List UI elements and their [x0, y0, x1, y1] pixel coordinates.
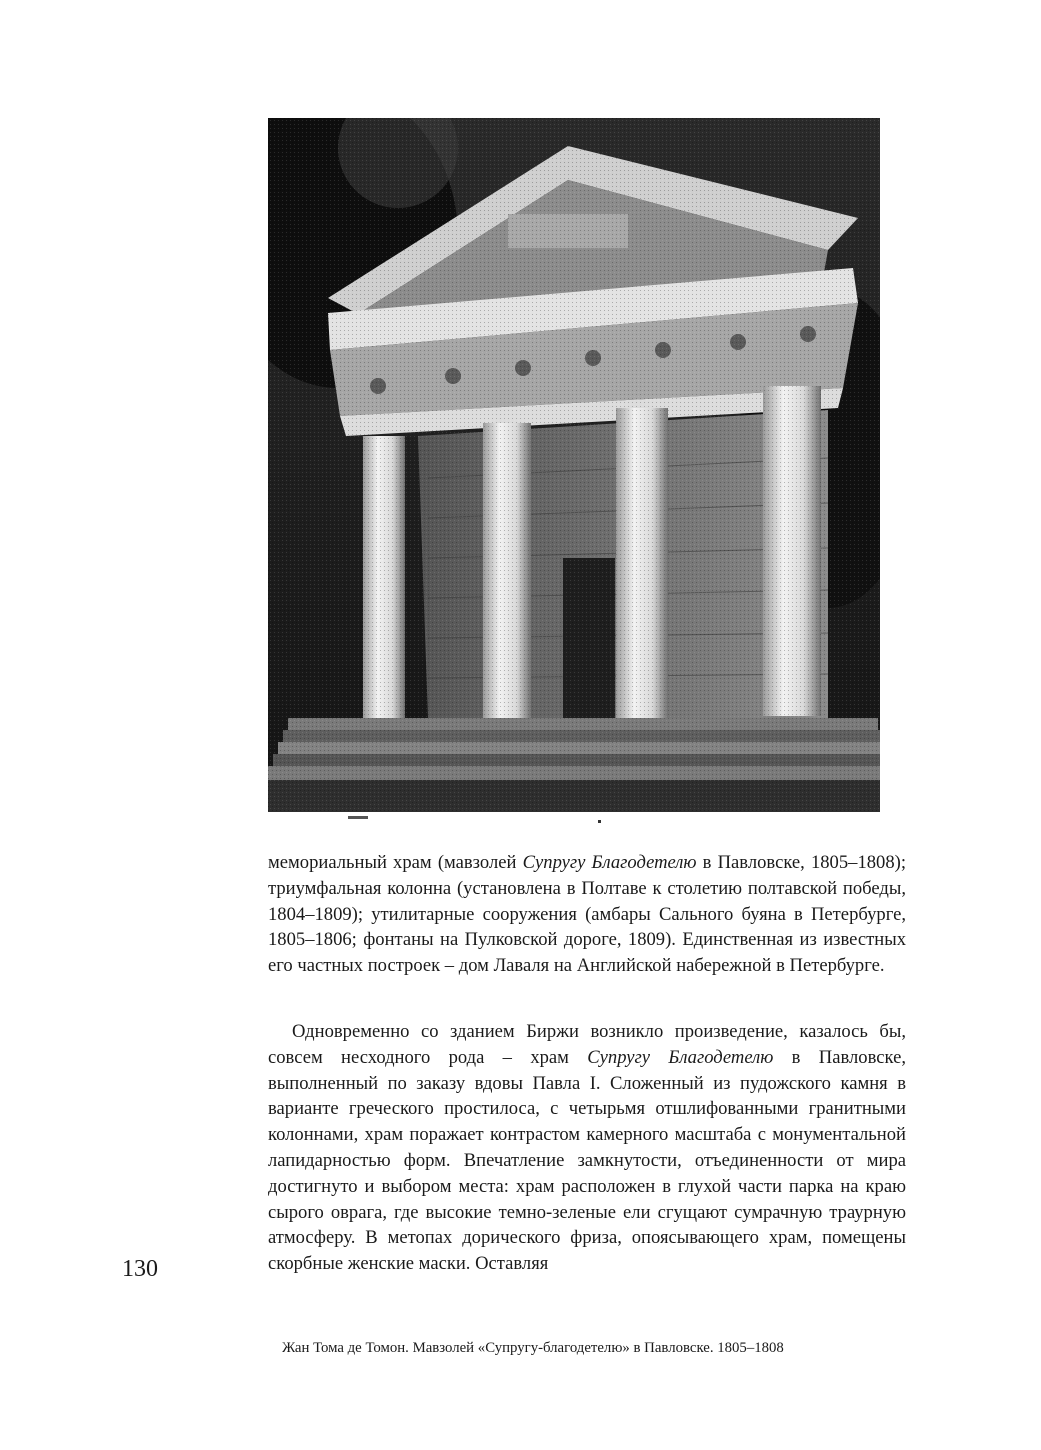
body-paragraph-2 — [268, 1019, 906, 1277]
paragraph-2-text-a: Одновременно со зданием Биржи возникло произведение, казалось бы, совсем несходного рода – храм — [268, 1021, 906, 1068]
paragraph-1-text-b: в Павловске, 1805–1808); триумфальная колонна (установлена в Полтаве к столетию полтавской победы, 1804–1809); утилитарные сооружения (амбары Сального буяна в Петербурге, 1805–1806; фонтаны на Пулковской дороге, 1809). Единственная из известных его частных построек – дом Лаваля на Английской набережной в Петербурге. — [268, 852, 906, 977]
paragraph-2-text-b: в Павловске, выполненный по заказу вдовы Павла I. Сложенный из пудожского камня в варианте греческого простилоса, с четырьмя отшлифованными гранитными колоннами, храм поражает контрастом камерного масштаба с монументальной лапидарностью форм. Впечатление замкнутости, отъединенности от мира достигнуто и выбором места: храм расположен в глухой части парка на краю сырого оврага, где высокие темно-зеленые ели сгущают сумрачную траурную атмосферу. В метопах дорического фриза, опоясывающего храм, помещены скорбные женские маски. Оставляя — [268, 1046, 906, 1275]
paragraph-1-text-a: мемориальный храм (мавзолей — [268, 852, 523, 873]
paragraph-1-italic: Супругу Благодетелю — [522, 852, 697, 873]
photo-bottom-strip — [268, 812, 880, 828]
page-number: 130 — [122, 1256, 158, 1282]
body-paragraph-1 — [268, 850, 906, 979]
mausoleum-photo-icon — [268, 118, 880, 812]
paragraph-2-italic: Супругу Благодетелю — [587, 1046, 774, 1068]
figure-caption: Жан Тома де Томон. Мавзолей «Супругу-благодетелю» в Павловске. 1805–1808 — [282, 1340, 784, 1356]
mausoleum-photo — [268, 118, 880, 812]
